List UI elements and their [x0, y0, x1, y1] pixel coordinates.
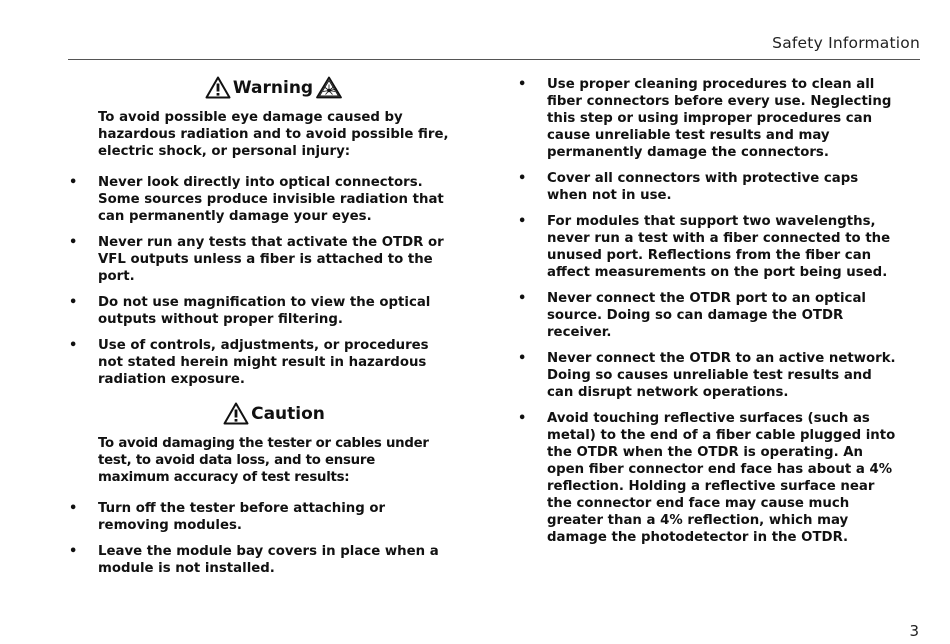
- bullet: •: [518, 171, 527, 186]
- page-header-title: Safety Information: [772, 34, 920, 52]
- caution-heading: [98, 402, 450, 425]
- list-item: • For modules that support two wavelengths, never run a test with a fiber connected to the unused port. Reflections from the fiber can affect measurements on the port being used.: [518, 214, 891, 280]
- bullet: •: [69, 544, 78, 559]
- warning-list: [66, 174, 450, 388]
- bullet: •: [518, 411, 527, 426]
- laser-radiation-icon: [315, 76, 343, 99]
- caution-triangle-icon: [223, 402, 249, 425]
- list-item: • Leave the module bay covers in place when a module is not installed.: [69, 544, 439, 576]
- page-number: 3: [909, 622, 919, 640]
- warning-triangle-icon: [205, 76, 231, 99]
- warning-heading-text: Warning: [232, 77, 314, 98]
- bullet: •: [69, 338, 78, 353]
- caution-intro: To avoid damaging the tester or cables under test, to avoid data loss, and to ensure maximum accuracy of test results:: [98, 436, 429, 485]
- bullet: •: [69, 295, 78, 310]
- list-item: • Never connect the OTDR port to an optical source. Doing so can damage the OTDR receiver.: [518, 291, 866, 340]
- list-item: • Use proper cleaning procedures to clean all fiber connectors before every use. Neglecting this step or using improper procedures can cause unreliable test results and may permanently damage the connectors.: [518, 77, 892, 160]
- bullet: •: [69, 501, 78, 516]
- bullet: •: [69, 235, 78, 250]
- caution-heading-text: Caution: [251, 403, 325, 424]
- list-item: • Use of controls, adjustments, or procedures not stated herein might result in hazardous radiation exposure.: [69, 338, 429, 387]
- list-item: • Never look directly into optical connectors. Some sources produce invisible radiation that can permanently damage your eyes.: [69, 175, 444, 224]
- list-item: • Never run any tests that activate the OTDR or VFL outputs unless a fiber is attached to the port.: [69, 235, 444, 284]
- bullet: •: [518, 214, 527, 229]
- header-divider: [68, 59, 920, 60]
- warning-heading: [98, 76, 450, 99]
- caution-list: [66, 500, 450, 577]
- right-column: [515, 76, 900, 555]
- bullet: •: [518, 291, 527, 306]
- left-column: [66, 76, 450, 586]
- list-item: • Cover all connectors with protective caps when not in use.: [518, 171, 859, 203]
- list-item: • Avoid touching reflective surfaces (such as metal) to the end of a fiber cable plugged into the OTDR when the OTDR is operating. An open fiber connector end face has about a 4% reflection. Holding a reflective surface near the connector end face may cause much greater than a 4% reflection, which may damage the photodetector in the OTDR.: [518, 411, 896, 545]
- bullet: •: [518, 351, 527, 366]
- warning-intro: To avoid possible eye damage caused by hazardous radiation and to avoid possible fire, electric shock, or personal injury:: [98, 110, 449, 159]
- list-item: • Never connect the OTDR to an active network. Doing so causes unreliable test results and can disrupt network operations.: [518, 351, 896, 400]
- list-item: • Turn off the tester before attaching or removing modules.: [69, 501, 386, 533]
- right-list: [515, 76, 900, 546]
- bullet: •: [69, 175, 78, 190]
- bullet: •: [518, 77, 527, 92]
- list-item: • Do not use magnification to view the optical outputs without proper filtering.: [69, 295, 431, 327]
